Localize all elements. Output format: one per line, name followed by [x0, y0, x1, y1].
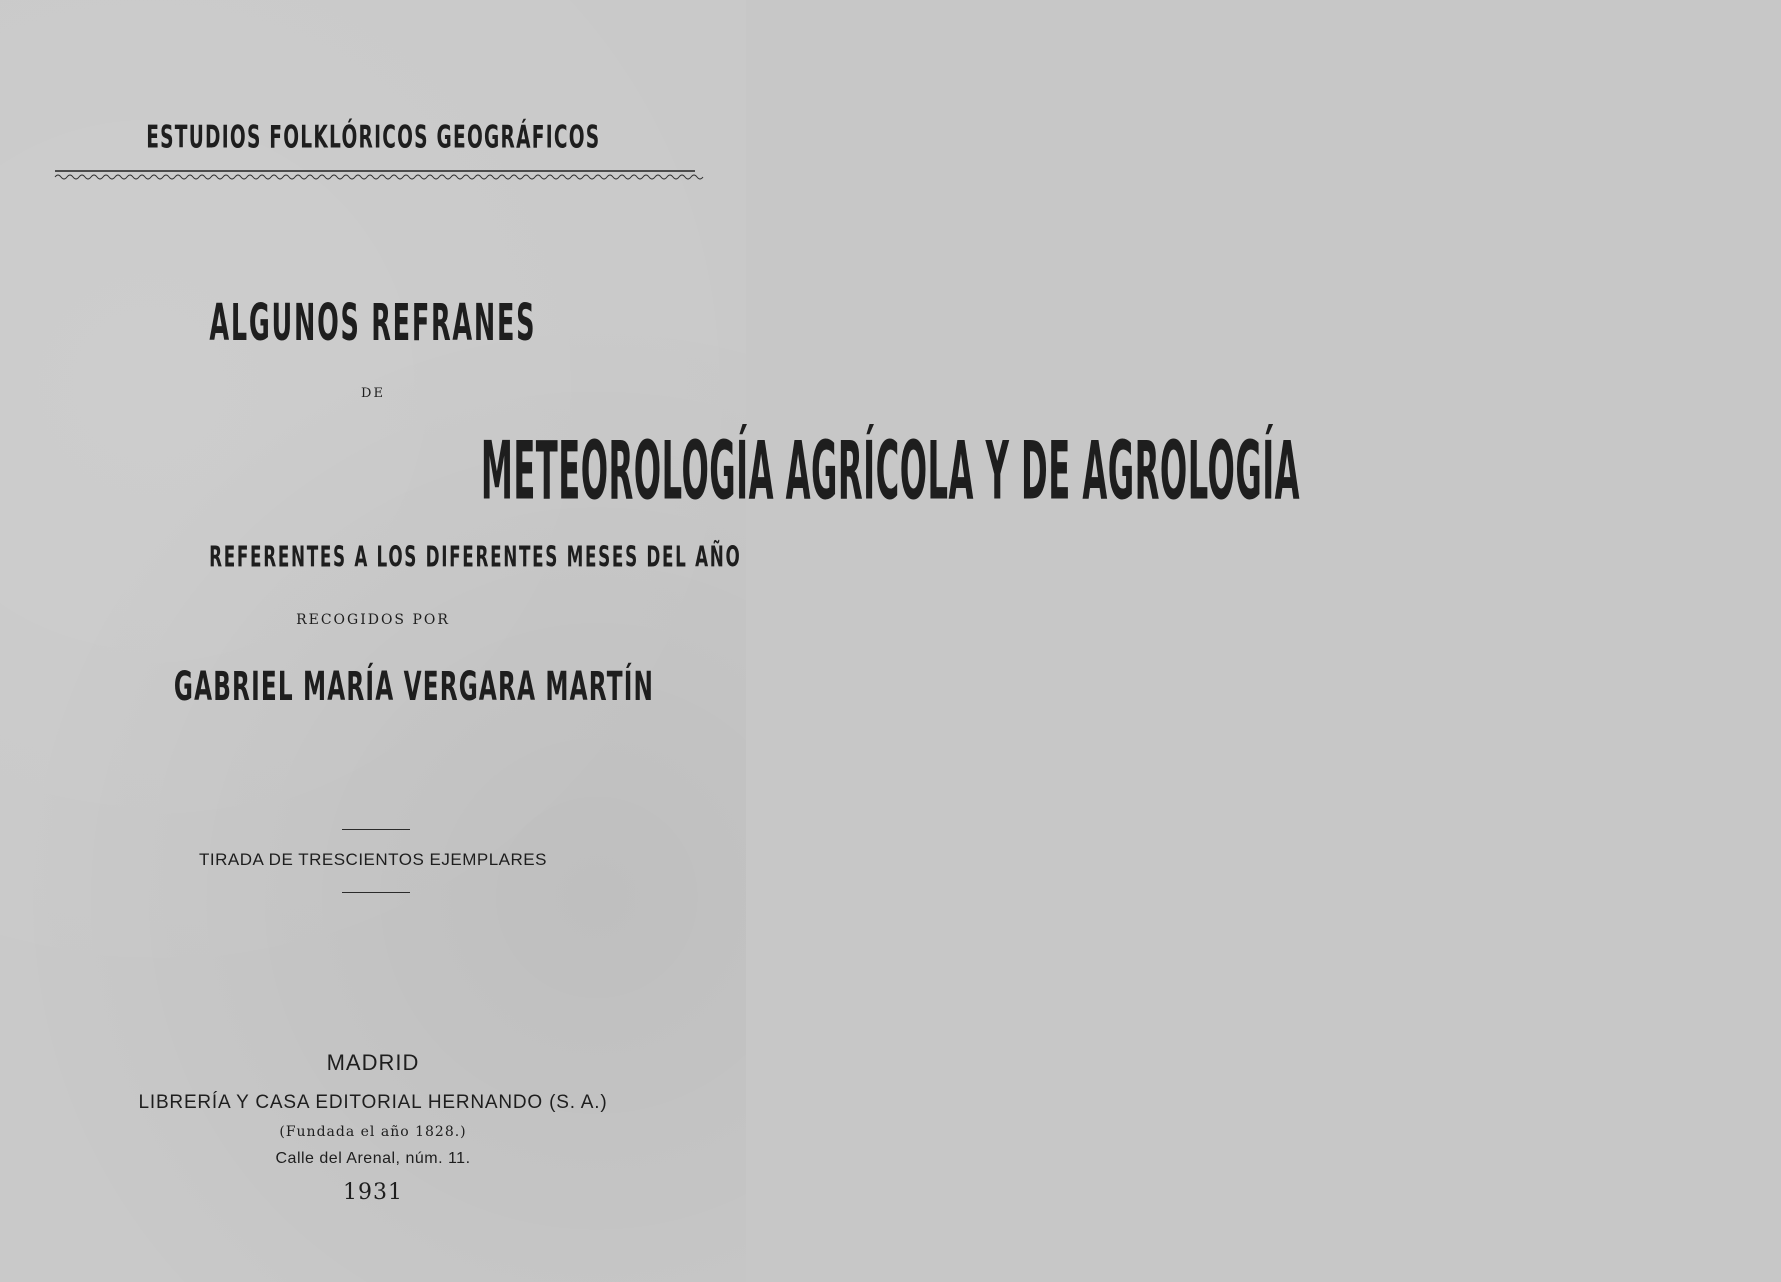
collected-by-label: RECOGIDOS POR: [296, 612, 450, 628]
title-line-1: ALGUNOS REFRANES: [209, 294, 537, 353]
subtitle: REFERENTES A LOS DIFERENTES MESES DEL AÑO: [209, 540, 742, 575]
imprint-publisher: LIBRERÍA Y CASA EDITORIAL HERNANDO (S. A.): [138, 1092, 608, 1113]
title-connector: DE: [361, 386, 385, 401]
imprint-address: Calle del Arenal, núm. 11.: [275, 1150, 471, 1167]
main-title: METEOROLOGÍA AGRÍCOLA Y DE AGROLOGÍA: [480, 423, 1301, 519]
imprint-city: MADRID: [326, 1050, 420, 1075]
author-name: GABRIEL MARÍA VERGARA MARTÍN: [173, 664, 655, 710]
divider-bottom: [342, 892, 410, 893]
wavy-divider: [55, 168, 695, 184]
print-run: TIRADA DE TRESCIENTOS EJEMPLARES: [199, 850, 547, 869]
series-title: ESTUDIOS FOLKLÓRICOS GEOGRÁFICOS: [145, 119, 601, 156]
divider-top: [342, 829, 410, 830]
imprint-year: 1931: [343, 1180, 403, 1205]
imprint-founded: (Fundada el año 1828.): [279, 1124, 467, 1140]
